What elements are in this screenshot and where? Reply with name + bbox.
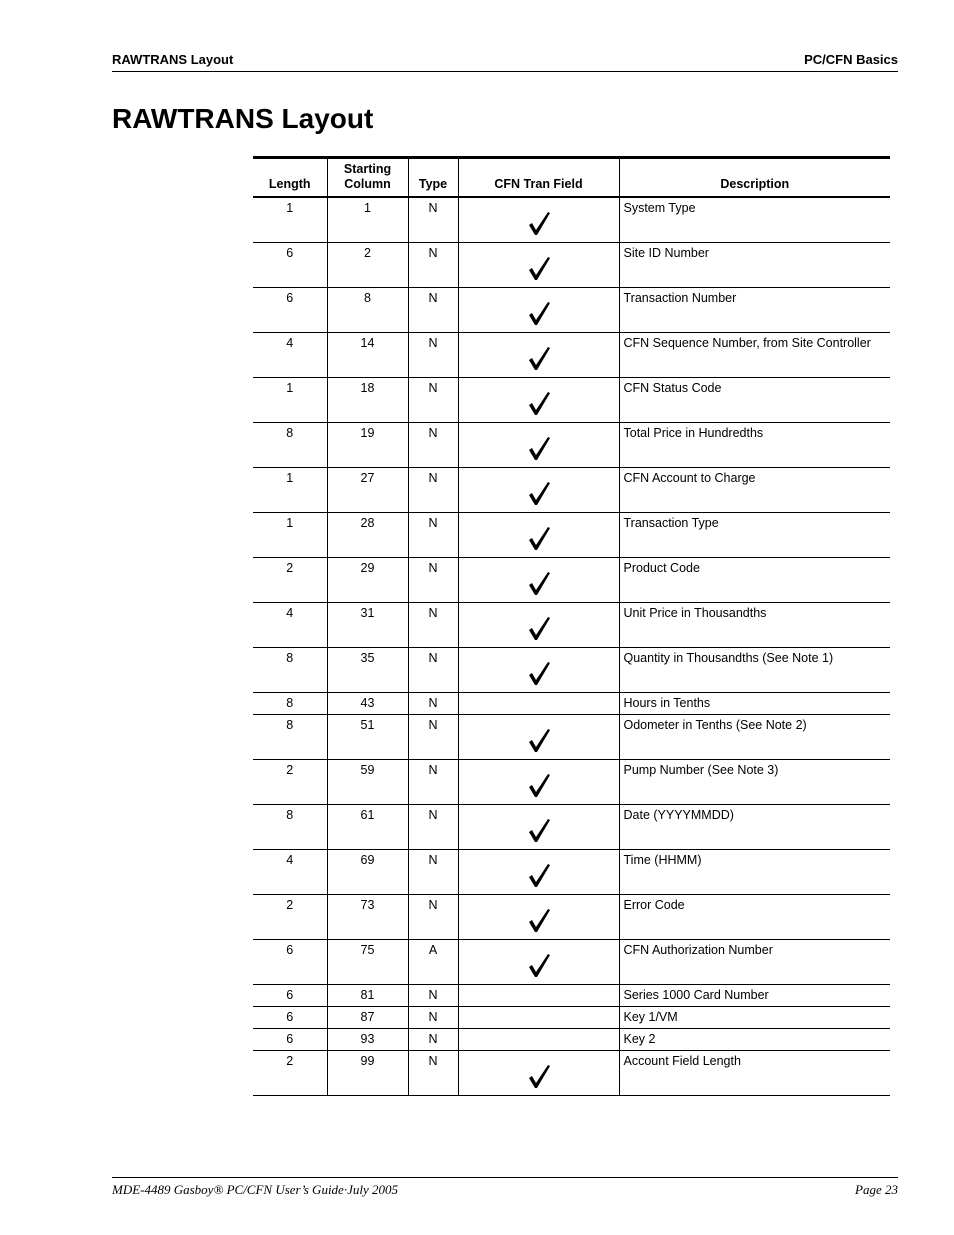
table-row	[253, 804, 890, 849]
column-header-type: Type	[408, 158, 458, 198]
cell-cfn-tran-field	[458, 849, 619, 894]
cell-description: Quantity in Thousandths (See Note 1)	[619, 647, 890, 692]
table-row	[253, 332, 890, 377]
cell-type: N	[408, 197, 458, 242]
cell-type: N	[408, 714, 458, 759]
cell-cfn-tran-field	[458, 894, 619, 939]
cell-length: 4	[286, 605, 294, 620]
cell-type: A	[408, 939, 458, 984]
cell-description: CFN Account to Charge	[619, 467, 890, 512]
table-row	[253, 849, 890, 894]
table-row	[253, 1006, 890, 1028]
cell-cfn-tran-field	[458, 692, 619, 714]
cell-length: 1	[286, 201, 294, 215]
cell-description: CFN Authorization Number	[619, 939, 890, 984]
cell-cfn-tran-field	[458, 804, 619, 849]
cell-description: Key 2	[619, 1028, 890, 1050]
checkmark-icon	[527, 525, 551, 551]
cell-starting-column: 8	[327, 287, 408, 332]
cell-description: Account Field Length	[619, 1050, 890, 1095]
cell-length: 6	[286, 1009, 294, 1024]
cell-cfn-tran-field	[458, 1050, 619, 1095]
table-row	[253, 894, 890, 939]
checkmark-icon	[527, 570, 551, 596]
cell-length: 1	[286, 515, 294, 530]
cell-starting-column: 19	[327, 422, 408, 467]
table-row	[253, 1050, 890, 1095]
running-footer	[112, 1177, 898, 1198]
checkmark-icon	[527, 210, 551, 236]
cell-cfn-tran-field	[458, 1006, 619, 1028]
cell-starting-column: 27	[327, 467, 408, 512]
checkmark-icon	[527, 435, 551, 461]
cell-starting-column: 18	[327, 377, 408, 422]
cell-cfn-tran-field	[458, 1028, 619, 1050]
cell-description: Unit Price in Thousandths	[619, 602, 890, 647]
cell-type: N	[408, 804, 458, 849]
cell-starting-column: 73	[327, 894, 408, 939]
cell-length: 2	[286, 1053, 294, 1068]
table-row	[253, 759, 890, 804]
cell-starting-column: 69	[327, 849, 408, 894]
column-header-description: Description	[619, 158, 890, 198]
cell-description: System Type	[619, 197, 890, 242]
cell-type: N	[408, 647, 458, 692]
table-row	[253, 377, 890, 422]
table-row	[253, 984, 890, 1006]
cell-starting-column: 93	[327, 1028, 408, 1050]
cell-description: CFN Sequence Number, from Site Controller	[619, 332, 890, 377]
cell-starting-column: 87	[327, 1006, 408, 1028]
table-row	[253, 422, 890, 467]
footer-page-number: Page 23	[855, 1182, 898, 1197]
cell-type: N	[408, 557, 458, 602]
cell-type: N	[408, 692, 458, 714]
cell-length: 8	[286, 695, 294, 710]
table-row	[253, 287, 890, 332]
cell-length: 2	[286, 897, 294, 912]
cell-type: N	[408, 422, 458, 467]
cell-starting-column: 99	[327, 1050, 408, 1095]
cell-length: 4	[286, 335, 294, 350]
cell-description: Error Code	[619, 894, 890, 939]
cell-type: N	[408, 759, 458, 804]
cell-length: 1	[286, 380, 294, 395]
cell-description: Transaction Type	[619, 512, 890, 557]
cell-type: N	[408, 984, 458, 1006]
cell-cfn-tran-field	[458, 984, 619, 1006]
checkmark-icon	[527, 660, 551, 686]
table-row	[253, 242, 890, 287]
checkmark-icon	[527, 727, 551, 753]
cell-starting-column: 14	[327, 332, 408, 377]
page-title: RAWTRANS Layout	[112, 103, 374, 134]
cell-description: Date (YYYYMMDD)	[619, 804, 890, 849]
cell-description: CFN Status Code	[619, 377, 890, 422]
table-row	[253, 939, 890, 984]
table-row	[253, 467, 890, 512]
cell-starting-column: 29	[327, 557, 408, 602]
cell-starting-column: 51	[327, 714, 408, 759]
checkmark-icon	[527, 345, 551, 371]
cell-cfn-tran-field	[458, 512, 619, 557]
checkmark-icon	[527, 615, 551, 641]
table-row	[253, 714, 890, 759]
cell-starting-column: 35	[327, 647, 408, 692]
cell-length: 6	[286, 987, 294, 1002]
table-row	[253, 647, 890, 692]
cell-cfn-tran-field	[458, 242, 619, 287]
cell-cfn-tran-field	[458, 197, 619, 242]
table-row	[253, 1028, 890, 1050]
cell-cfn-tran-field	[458, 714, 619, 759]
cell-type: N	[408, 377, 458, 422]
table-row	[253, 557, 890, 602]
cell-type: N	[408, 1006, 458, 1028]
cell-type: N	[408, 602, 458, 647]
cell-cfn-tran-field	[458, 939, 619, 984]
column-header-length: Length	[268, 177, 311, 191]
cell-cfn-tran-field	[458, 467, 619, 512]
cell-type: N	[408, 894, 458, 939]
cell-cfn-tran-field	[458, 759, 619, 804]
cell-description: Series 1000 Card Number	[619, 984, 890, 1006]
cell-cfn-tran-field	[458, 377, 619, 422]
cell-length: 6	[286, 1031, 294, 1046]
cell-description: Time (HHMM)	[619, 849, 890, 894]
cell-length: 1	[286, 470, 294, 485]
cell-cfn-tran-field	[458, 287, 619, 332]
checkmark-icon	[527, 1063, 551, 1089]
cell-length: 2	[286, 560, 294, 575]
header-section-title: RAWTRANS Layout	[112, 52, 234, 67]
cell-type: N	[408, 332, 458, 377]
cell-cfn-tran-field	[458, 422, 619, 467]
cell-cfn-tran-field	[458, 557, 619, 602]
checkmark-icon	[527, 907, 551, 933]
checkmark-icon	[527, 255, 551, 281]
cell-cfn-tran-field	[458, 647, 619, 692]
table-header	[253, 158, 890, 198]
cell-cfn-tran-field	[458, 602, 619, 647]
cell-type: N	[408, 242, 458, 287]
cell-description: Odometer in Tenths (See Note 2)	[619, 714, 890, 759]
checkmark-icon	[527, 817, 551, 843]
checkmark-icon	[527, 772, 551, 798]
cell-description: Total Price in Hundredths	[619, 422, 890, 467]
cell-description: Key 1/VM	[619, 1006, 890, 1028]
cell-starting-column: 61	[327, 804, 408, 849]
cell-starting-column: 59	[327, 759, 408, 804]
running-header	[112, 52, 898, 72]
cell-starting-column: 81	[327, 984, 408, 1006]
cell-length: 8	[286, 650, 294, 665]
cell-starting-column: 2	[327, 242, 408, 287]
cell-length: 6	[286, 942, 294, 957]
cell-starting-column: 31	[327, 602, 408, 647]
cell-starting-column: 28	[327, 512, 408, 557]
cell-type: N	[408, 1028, 458, 1050]
table-row	[253, 512, 890, 557]
cell-type: N	[408, 512, 458, 557]
cell-length: 6	[286, 290, 294, 305]
cell-starting-column: 75	[327, 939, 408, 984]
cell-starting-column: 43	[327, 692, 408, 714]
cell-description: Site ID Number	[619, 242, 890, 287]
cell-cfn-tran-field	[458, 332, 619, 377]
cell-type: N	[408, 849, 458, 894]
table-row	[253, 692, 890, 714]
header-chapter-title: PC/CFN Basics	[804, 52, 898, 67]
cell-length: 8	[286, 425, 294, 440]
cell-length: 8	[286, 807, 294, 822]
table-row	[253, 602, 890, 647]
cell-type: N	[408, 1050, 458, 1095]
checkmark-icon	[527, 480, 551, 506]
cell-description: Transaction Number	[619, 287, 890, 332]
table-body	[253, 197, 890, 1095]
checkmark-icon	[527, 952, 551, 978]
cell-starting-column: 1	[327, 197, 408, 242]
checkmark-icon	[527, 390, 551, 416]
checkmark-icon	[527, 862, 551, 888]
rawtrans-layout-table	[253, 156, 890, 1096]
cell-length: 6	[286, 245, 294, 260]
cell-description: Hours in Tenths	[619, 692, 890, 714]
cell-length: 4	[286, 852, 294, 867]
column-header-starting-column: Starting Column	[327, 158, 408, 198]
column-header-cfn-tran-field: CFN Tran Field	[458, 158, 619, 198]
cell-type: N	[408, 287, 458, 332]
cell-length: 2	[286, 762, 294, 777]
checkmark-icon	[527, 300, 551, 326]
table-row	[253, 197, 890, 242]
cell-length: 8	[286, 717, 294, 732]
cell-description: Product Code	[619, 557, 890, 602]
footer-document-id: MDE-4489 Gasboy® PC/CFN User’s Guide·July 2005	[112, 1182, 398, 1197]
cell-description: Pump Number (See Note 3)	[619, 759, 890, 804]
cell-type: N	[408, 467, 458, 512]
